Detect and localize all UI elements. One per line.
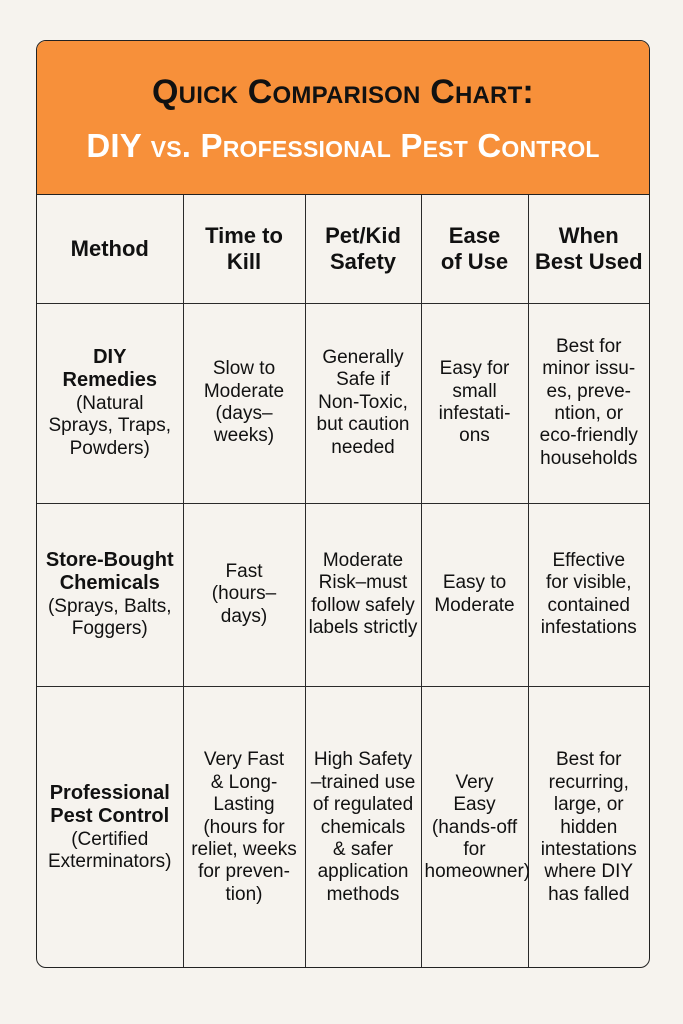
method-cell <box>37 303 183 503</box>
method-detail: (Sprays, Balts, Foggers) <box>47 595 172 640</box>
chart-title: Quick Comparison Chart: <box>152 73 534 111</box>
safety-cell: Moderate Risk–must follow safely labels strictly <box>305 503 421 686</box>
safety-cell: High Safety –trained use of regulated chemicals & safer application methods <box>305 686 421 968</box>
method-name: Professional Pest Control <box>49 781 170 828</box>
method-cell <box>37 503 183 686</box>
comparison-card <box>36 40 650 968</box>
table-header-row <box>37 195 649 303</box>
method-detail: (Certified Exterminators) <box>47 828 172 873</box>
method-detail: (Natural Sprays, Traps, Powders) <box>48 392 171 459</box>
time-to-kill-cell: Fast (hours– days) <box>183 503 305 686</box>
time-to-kill-cell: Slow to Moderate (days– weeks) <box>183 303 305 503</box>
table-row <box>37 503 649 686</box>
chart-header <box>37 41 649 195</box>
best-used-cell: Best for recurring, large, or hidden intestations where DIY has falled <box>528 686 649 968</box>
column-header-time-to-kill: Time to Kill <box>183 195 305 303</box>
best-used-cell: Best for minor issu- es, preve- ntion, or eco-friendly households <box>528 303 649 503</box>
best-used-cell: Effective for visible, contained infestations <box>528 503 649 686</box>
method-cell <box>37 686 183 968</box>
column-header-when-best-used: When Best Used <box>528 195 649 303</box>
table-row <box>37 303 649 503</box>
ease-cell: Easy to Moderate <box>421 503 528 686</box>
table-row <box>37 686 649 968</box>
comparison-table <box>37 195 649 968</box>
method-name: Store-Bought Chemicals <box>45 548 174 595</box>
column-header-ease-of-use: Ease of Use <box>421 195 528 303</box>
ease-cell: Easy for small infestati- ons <box>421 303 528 503</box>
method-name: DIY Remedies <box>62 345 157 392</box>
ease-cell: Very Easy (hands-off for homeowner) <box>421 686 528 968</box>
time-to-kill-cell: Very Fast & Long- Lasting (hours for reliet, weeks for preven- tion) <box>183 686 305 968</box>
safety-cell: Generally Safe if Non-Toxic, but caution needed <box>305 303 421 503</box>
column-header-pet-kid-safety: Pet/Kid Safety <box>305 195 421 303</box>
column-header-method: Method <box>37 195 183 303</box>
chart-subtitle: DIY vs. Professional Pest Control <box>86 127 600 164</box>
